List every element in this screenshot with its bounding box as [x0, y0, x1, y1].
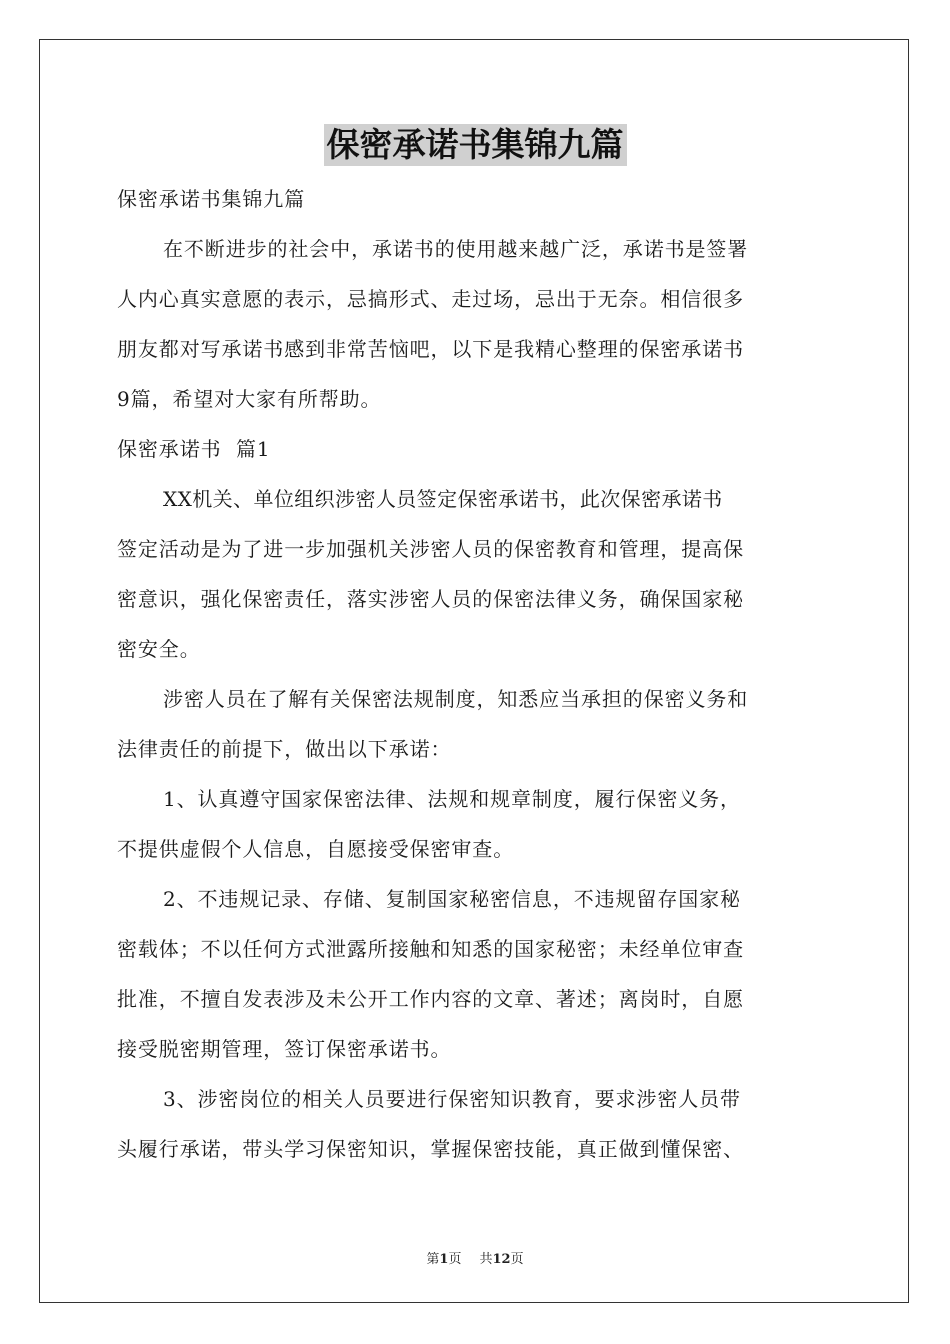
body-line: 在不断进步的社会中，承诺书的使用越来越广泛，承诺书是签署 — [163, 237, 749, 261]
list-item: 3、涉密岗位的相关人员要进行保密知识教育，要求涉密人员带 — [163, 1087, 741, 1111]
list-item: 1、认真遵守国家保密法律、法规和规章制度，履行保密义务， — [163, 787, 741, 811]
total-suffix: 页 — [510, 1252, 524, 1267]
page-number: 1 — [439, 1252, 449, 1267]
page-label: 第 — [426, 1252, 440, 1267]
body-line: 法律责任的前提下，做出以下承诺： — [117, 737, 452, 761]
body-line: 保密承诺书集锦九篇 — [117, 187, 306, 211]
page-suffix: 页 — [448, 1252, 462, 1267]
body-line: 密安全。 — [117, 637, 201, 661]
body-line: 头履行承诺，带头学习保密知识，掌握保密技能，真正做到懂保密、 — [117, 1137, 744, 1161]
body-line: 密载体；不以任何方式泄露所接触和知悉的国家秘密；未经单位审查 — [117, 937, 744, 961]
body-line: 签定活动是为了进一步加强机关涉密人员的保密教育和管理，提高保 — [117, 537, 744, 561]
body-line: 接受脱密期管理，签订保密承诺书。 — [117, 1037, 452, 1061]
title-block — [0, 124, 950, 166]
body-line: 密意识，强化保密责任，落实涉密人员的保密法律义务，确保国家秘 — [117, 587, 744, 611]
body-line: 涉密人员在了解有关保密法规制度，知悉应当承担的保密义务和 — [163, 687, 749, 711]
list-item: 2、不违规记录、存储、复制国家秘密信息，不违规留存国家秘 — [163, 887, 741, 911]
body-line: 朋友都对写承诺书感到非常苦恼吧，以下是我精心整理的保密承诺书 — [117, 337, 744, 361]
body-line: 9篇，希望对大家有所帮助。 — [117, 387, 382, 411]
document-title: 保密承诺书集锦九篇 — [324, 124, 627, 166]
body-line: 人内心真实意愿的表示，忌搞形式、走过场，忌出于无奈。相信很多 — [117, 287, 744, 311]
document-body — [117, 174, 833, 1174]
page-footer — [0, 1248, 950, 1267]
total-pages: 12 — [492, 1252, 511, 1267]
total-label: 共 — [479, 1252, 493, 1267]
body-line: 批准，不擅自发表涉及未公开工作内容的文章、著述；离岗时，自愿 — [117, 987, 744, 1011]
section-heading: 保密承诺书 篇1 — [117, 437, 271, 461]
body-line: 不提供虚假个人信息，自愿接受保密审查。 — [117, 837, 515, 861]
body-line: XX机关、单位组织涉密人员签定保密承诺书，此次保密承诺书 — [163, 487, 723, 511]
